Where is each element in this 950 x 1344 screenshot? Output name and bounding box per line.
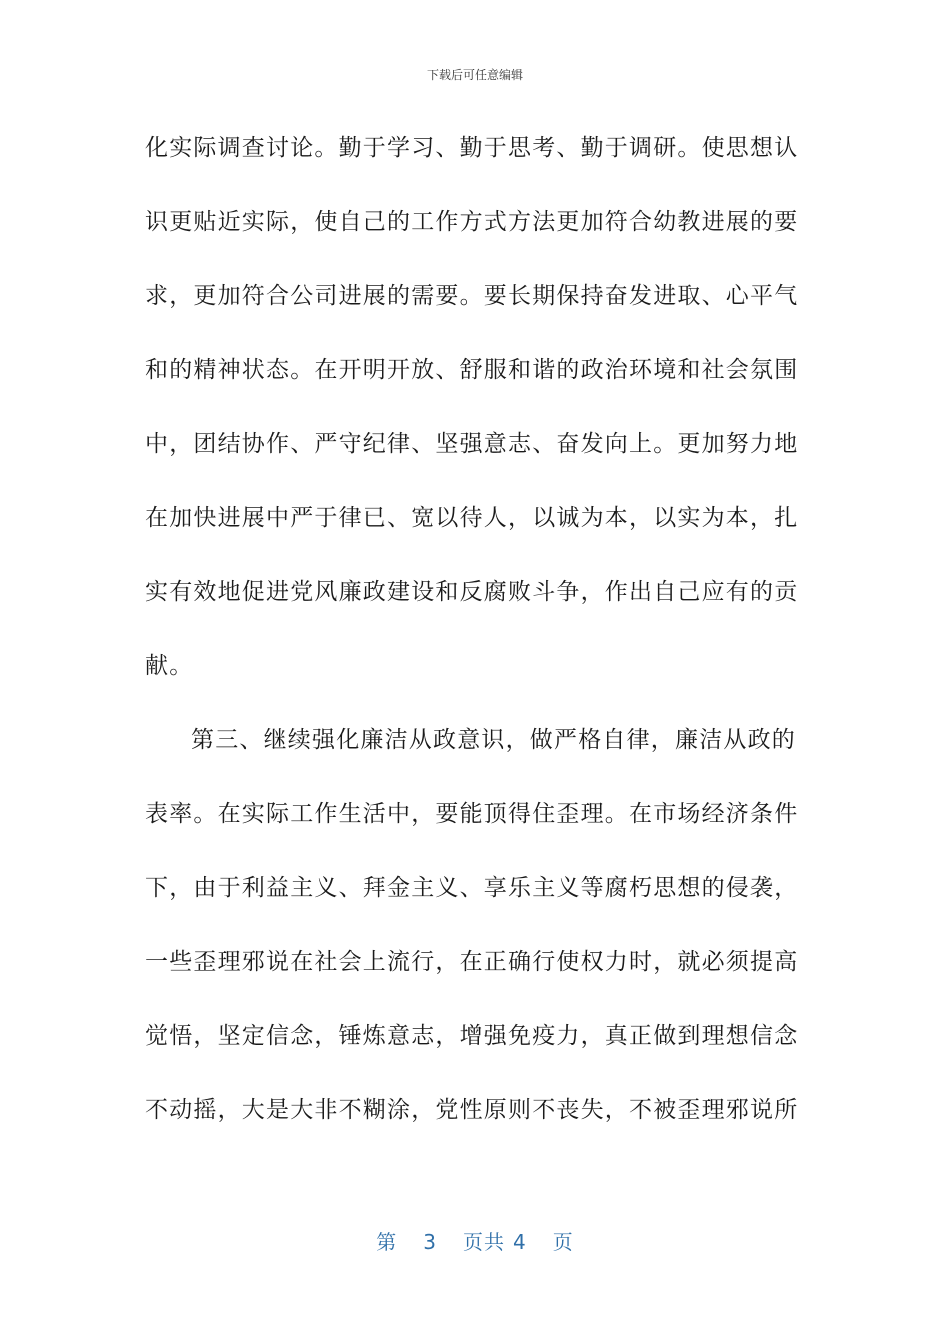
page-header-note: 下载后可任意编辑	[426, 68, 523, 82]
text-line: 一些歪理邪说在社会上流行，在正确行使权力时，就必须提高	[145, 949, 799, 975]
page-footer	[0, 1226, 950, 1255]
text-line: 求，更加符合公司进展的需要。要长期保持奋发进取、心平气	[145, 283, 799, 309]
footer-suffix: 页	[552, 1230, 574, 1254]
text-line: 表率。在实际工作生活中，要能顶得住歪理。在市场经济条件	[145, 801, 799, 827]
text-line: 在加快进展中严于律已、宽以待人，以诚为本，以实为本，扎	[145, 505, 799, 531]
footer-total-pages: 4	[513, 1230, 527, 1254]
text-line: 下，由于利益主义、拜金主义、享乐主义等腐朽思想的侵袭，	[145, 875, 799, 901]
footer-middle: 页共	[463, 1230, 505, 1254]
text-line: 不动摇，大是大非不糊涂，党性原则不丧失，不被歪理邪说所	[145, 1097, 799, 1123]
text-line-paragraph-end: 献。	[145, 653, 194, 679]
footer-prefix: 第	[376, 1230, 398, 1254]
text-line: 觉悟，坚定信念，锤炼意志，增强免疫力，真正做到理想信念	[145, 1023, 799, 1049]
footer-current-page: 3	[423, 1230, 437, 1254]
text-line: 实有效地促进党风廉政建设和反腐败斗争，作出自己应有的贡	[145, 579, 799, 605]
text-line: 中，团结协作、严守纪律、坚强意志、奋发向上。更加努力地	[145, 431, 799, 457]
text-line: 识更贴近实际，使自己的工作方式方法更加符合幼教进展的要	[145, 209, 799, 235]
document-body	[145, 111, 799, 1147]
text-line-paragraph-start: 第三、继续强化廉洁从政意识，做严格自律，廉洁从政的	[191, 727, 796, 753]
text-line: 化实际调查讨论。勤于学习、勤于思考、勤于调研。使思想认	[145, 135, 799, 161]
text-line: 和的精神状态。在开明开放、舒服和谐的政治环境和社会氛围	[145, 357, 799, 383]
